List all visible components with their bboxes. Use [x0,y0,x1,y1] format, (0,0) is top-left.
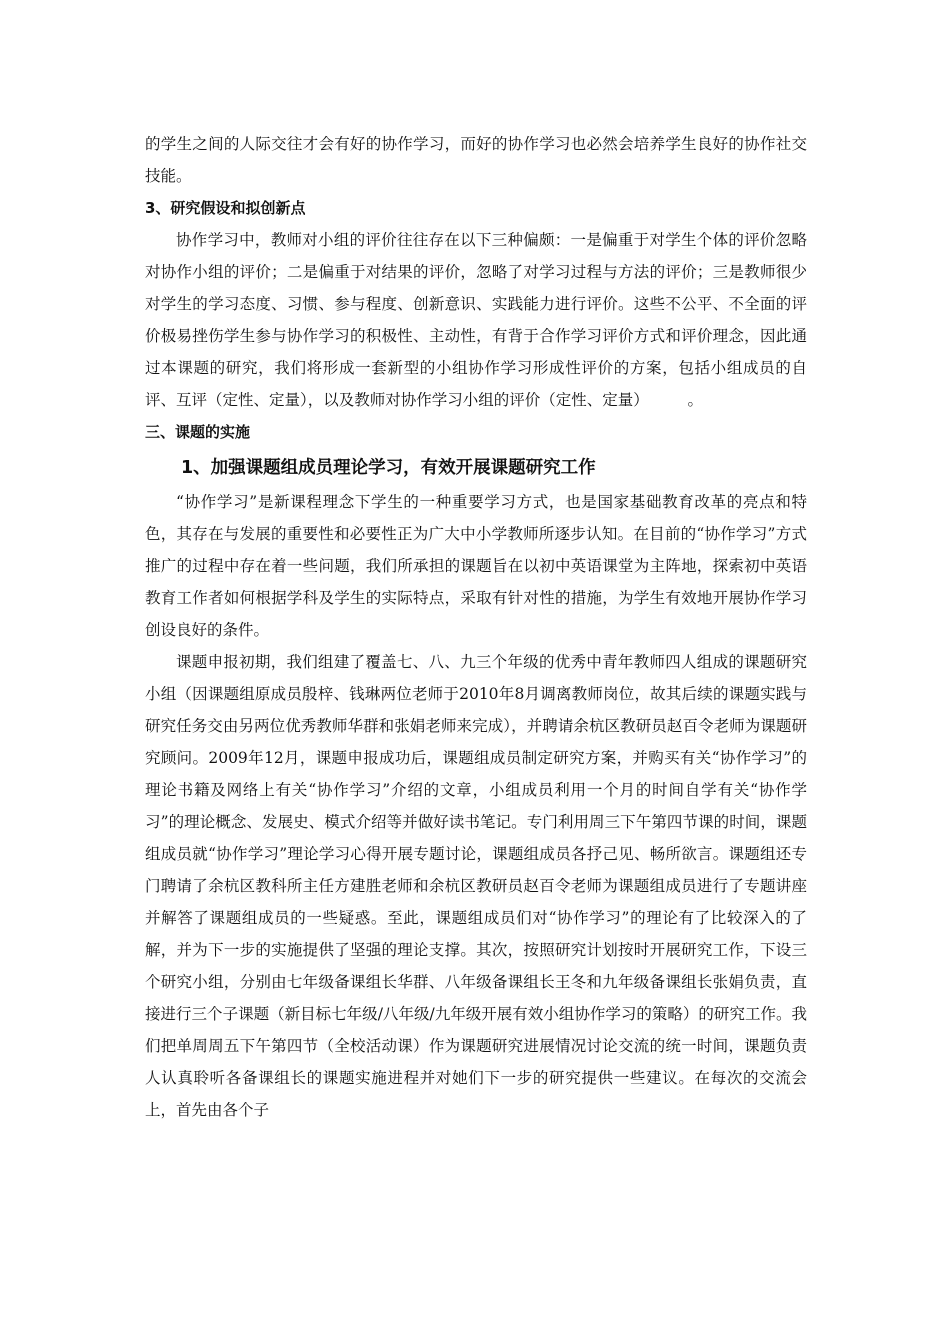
paragraph-hypothesis: 协作学习中，教师对小组的评价往往存在以下三种偏颇：一是偏重于对学生个体的评价忽略对协作小组的评价；二是偏重于对结果的评价，忽略了对学习过程与方法的评价；三是教师很少对学生的学习态度、习惯、参与程度、创新意识、实践能力进行评价。这些不公平、不全面的评价极易挫伤学生参与协作学习的积极性、主动性，有背于合作学习评价方式和评价理念，因此通过本课题的研究，我们将形成一套新型的小组协作学习形成性评价的方案，包括小组成员的自评、互评（定性、定量），以及教师对协作学习小组的评价（定性、定量） 。 [145,231,807,409]
subheading-theory-study: 1、加强课题组成员理论学习，有效开展课题研究工作 [181,458,596,478]
heading-research-hypothesis: 3、研究假设和拟创新点 [145,199,306,217]
paragraph-continued: 的学生之间的人际交往才会有好的协作学习，而好的协作学习也必然会培养学生良好的协作社交技能。 [145,135,807,185]
paragraph-intro: “协作学习”是新课程理念下学生的一种重要学习方式，也是国家基础教育改革的亮点和特色，其存在与发展的重要性和必要性正为广大中小学教师所逐步认知。在目前的“协作学习”方式推广的过程中存在着一些问题，我们所承担的课题旨在以初中英语课堂为主阵地，探索初中英语教育工作者如何根据学科及学生的实际特点，采取有针对性的措施，为学生有效地开展协作学习创设良好的条件。 [145,493,807,639]
document-page [145,128,807,1126]
paragraph-process: 课题申报初期，我们组建了覆盖七、八、九三个年级的优秀中青年教师四人组成的课题研究小组（因课题组原成员殷梓、钱琳两位老师于2010年8月调离教师岗位，故其后续的课题实践与研究任务交由另两位优秀教师华群和张娟老师来完成），并聘请余杭区教研员赵百令老师为课题研究顾问。2009年12月，课题申报成功后，课题组成员制定研究方案，并购买有关“协作学习”的理论书籍及网络上有关“协作学习”介绍的文章，小组成员利用一个月的时间自学有关“协作学习”的理论概念、发展史、模式介绍等并做好读书笔记。专门利用周三下午第四节课的时间，课题组成员就“协作学习”理论学习心得开展专题讨论，课题组成员各抒己见、畅所欲言。课题组还专门聘请了余杭区教科所主任方建胜老师和余杭区教研员赵百令老师为课题组成员进行了专题讲座并解答了课题组成员的一些疑惑。至此，课题组成员们对“协作学习”的理论有了比较深入的了解，并为下一步的实施提供了坚强的理论支撑。其次，按照研究计划按时开展研究工作，下设三个研究小组，分别由七年级备课组长华群、八年级备课组长王冬和九年级备课组长张娟负责，直接进行三个子课题（新目标七年级/八年级/九年级开展有效小组协作学习的策略）的研究工作。我们把单周周五下午第四节（全校活动课）作为课题研究进展情况讨论交流的统一时间，课题负责人认真聆听各备课组长的课题实施进程并对她们下一步的研究提供一些建议。在每次的交流会上，首先由各个子 [145,653,807,1119]
section-heading-implementation: 三、课题的实施 [145,423,251,441]
